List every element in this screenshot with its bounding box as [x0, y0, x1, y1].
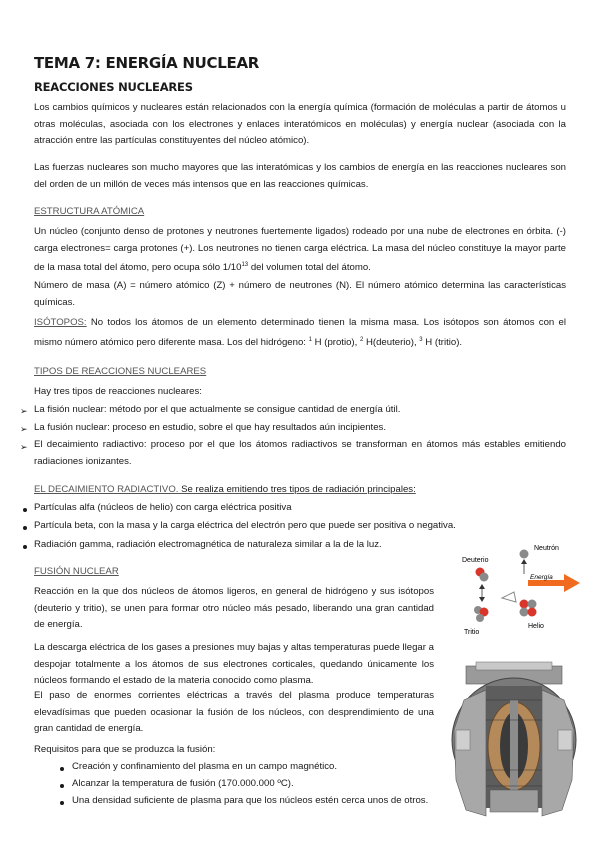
fusion-paragraph-2: La descarga eléctrica de los gases a presiones muy bajas y altas temperaturas puede llegar a despojar totalmente a los átomos de sus electrones corticales, quedando únicamente los núcleos formando el estado de la materia conocido como plasma. [34, 642, 434, 687]
tipos-intro: Hay tres tipos de reacciones nucleares: [34, 386, 202, 397]
fusion-paragraph-3: El paso de enormes corrientes eléctricas a través del plasma produce temperaturas elevadísimas que pueden ocasionar la fusión de los núcleos, con desprendimiento de una gran cantidad de energía. [34, 690, 434, 735]
fusion-reaction-diagram [458, 540, 582, 640]
neutron-icon [480, 573, 489, 582]
tipos-item-3: El decaimiento radiactivo: proceso por el que los átomos radiactivos se transforman en átomos más estables emitiendo radiaciones ionizantes. [34, 439, 566, 467]
heading-fusion: FUSIÓN NUCLEAR [34, 566, 119, 577]
requisitos-intro: Requisitos para que se produzca la fusión: [34, 744, 216, 755]
tokamak-reactor-image [446, 660, 582, 820]
decaimiento-item-1: Partículas alfa (núcleos de helio) con carga eléctrica positiva [34, 502, 292, 513]
isotopos-paragraph: ISÓTOPOS: No todos los átomos de un elemento determinado tienen la misma masa. Los isótopos son átomos con el mismo número atómico pero diferente masa. Los del hidrógeno: $^1$ H (protio), $^2$ H(deuterio), $^3$ H (tritio). [34, 317, 566, 348]
bullet-icon [23, 545, 27, 549]
bullet-icon [23, 508, 27, 512]
neutron-icon [520, 550, 529, 559]
requisitos-item-1: Creación y confinamiento del plasma en un campo magnético. [72, 761, 338, 772]
decaimiento-item-3: Radiación gamma, radiación electromagnética de naturaleza similar a la de la luz. [34, 539, 382, 550]
requisitos-item-3: Una densidad suficiente de plasma para que los núcleos estén cerca unos de otros. [72, 795, 429, 806]
bullet-icon [60, 767, 64, 771]
arrow-outline-icon [502, 592, 516, 602]
intro-paragraph-2: Las fuerzas nucleares son mucho mayores que las interatómicas y los cambios de energía en las reacciones nucleares son del orden de un millón de veces más intensos que en las reacciones químicas. [34, 162, 566, 190]
section-title: REACCIONES NUCLEARES [34, 80, 193, 94]
neutron-icon [476, 614, 484, 622]
arrow-bullet-icon: ➢ [20, 442, 28, 452]
requisitos-item-2: Alcanzar la temperatura de fusión (170.000.000 ºC). [72, 778, 294, 789]
helio-label: Helio [528, 623, 544, 630]
proton-icon [520, 600, 529, 609]
energia-label: Energía [530, 574, 553, 581]
heading-decaimiento: EL DECAIMIENTO RADIACTIVO. Se realiza emitiendo tres tipos de radiación principales: [34, 484, 416, 495]
bullet-icon [60, 801, 64, 805]
proton-icon [528, 608, 537, 617]
page-title: TEMA 7: ENERGÍA NUCLEAR [34, 54, 260, 72]
arrow-bullet-icon: ➢ [20, 424, 28, 434]
tipos-item-1: La fisión nuclear: método por el que actualmente se consigue cantidad de energía útil. [34, 404, 401, 415]
bullet-icon [60, 784, 64, 788]
neutron-icon [528, 600, 537, 609]
heading-tipos: TIPOS DE REACCIONES NUCLEARES [34, 366, 207, 377]
decaimiento-item-2: Partícula beta, con la masa y la carga eléctrica del electrón pero que puede ser positiva o negativa. [34, 520, 456, 531]
intro-paragraph-1: Los cambios químicos y nucleares están relacionados con la energía química (formación de moléculas a partir de átomos u otras moléculas, asociada con los electrones y enlaces interatómicos en moléculas) y energía nuclear (asociada con la atracción entre las partículas constituyentes del núcleo atómico). [34, 102, 566, 147]
neutron-label: Neutrón [534, 545, 559, 552]
heading-estructura: ESTRUCTURA ATÓMICA [34, 206, 145, 217]
arrow-bullet-icon: ➢ [20, 406, 28, 416]
neutron-icon [520, 608, 529, 617]
estructura-paragraph-2: Número de masa (A) = número atómico (Z) + número de neutrones (N). El número atómico determina las características químicas. [34, 280, 566, 308]
deuterio-label: Deuterio [462, 557, 489, 564]
tritio-label: Tritio [464, 629, 480, 636]
estructura-paragraph-1: Un núcleo (conjunto denso de protones y neutrones fuertemente ligados) rodeado por una nube de electrones en órbita. (-) carga electrones= carga protones (+). Los neutrones no tienen carga eléctrica. La masa del núcleo constituye la mayor parte de la masa total del átomo, pero ocupa sólo $1/10^{13}$ del volumen total del átomo. [34, 226, 566, 274]
fusion-paragraph-1: Reacción en la que dos núcleos de átomos ligeros, en general de hidrógeno y sus isótopos (deuterio y tritio), se unen para formar otro núcleo más pesado, liberando una gran cantidad de energía. [34, 586, 434, 631]
tipos-item-2: La fusión nuclear: proceso en estudio, sobre el que hay resultados aún incipientes. [34, 422, 386, 433]
bullet-icon [23, 526, 27, 530]
